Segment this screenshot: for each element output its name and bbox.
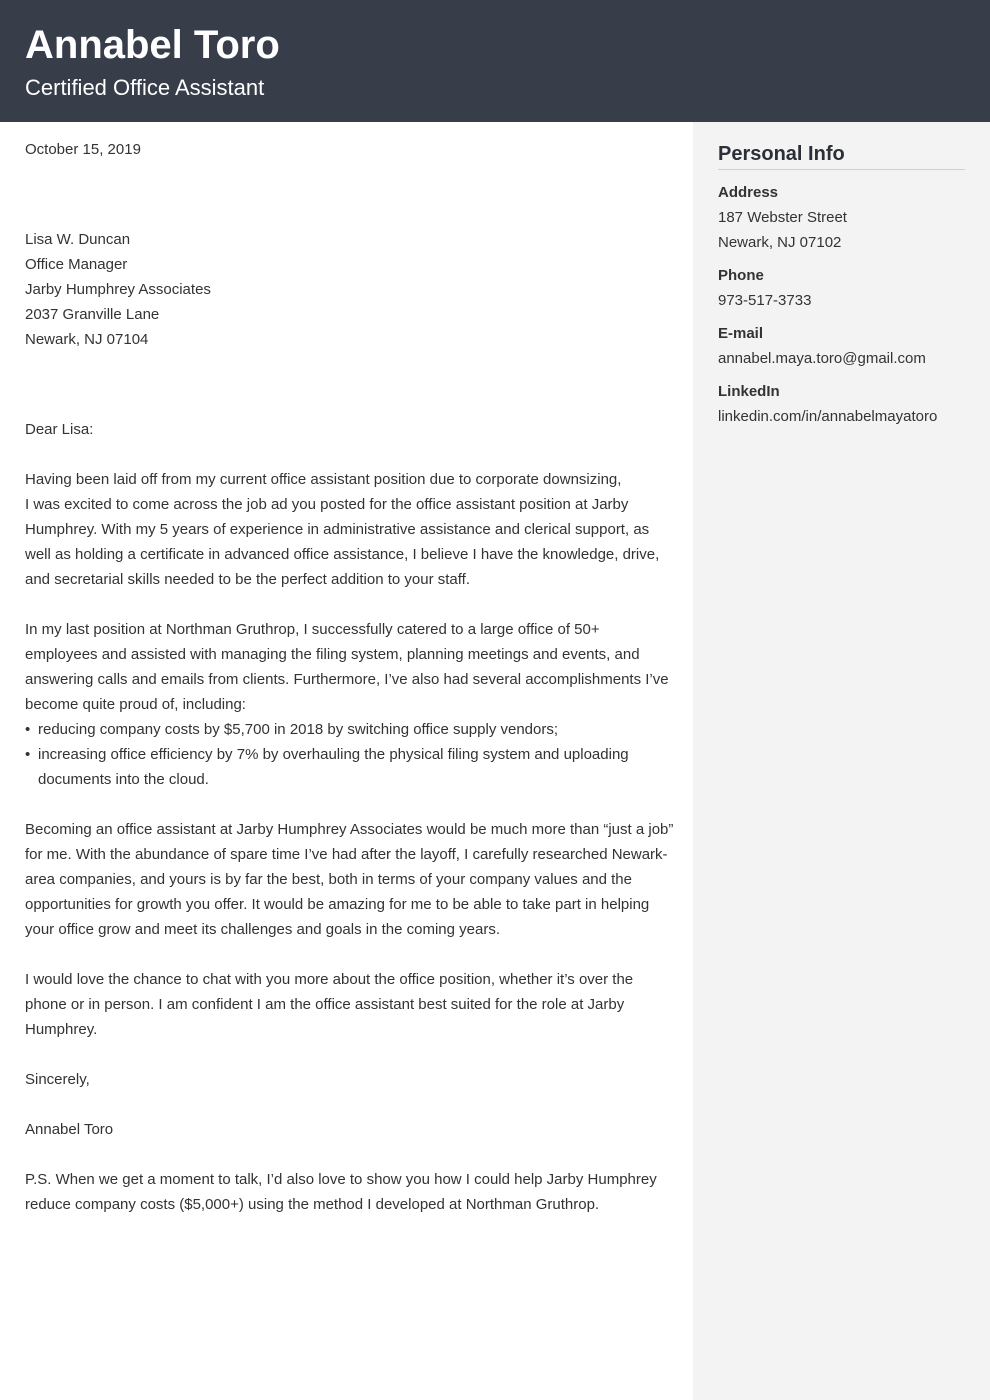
phone-label: Phone	[718, 267, 764, 284]
recipient-city: Newark, NJ 07104	[25, 331, 149, 348]
applicant-name: Annabel Toro	[25, 23, 280, 67]
personal-info-sidebar	[693, 122, 990, 1400]
recipient-block	[25, 227, 675, 352]
list-item-text: reducing company costs by $5,700 in 2018 by switching office supply vendors;	[38, 721, 559, 738]
paragraph-motivation: Becoming an office assistant at Jarby Humphrey Associates would be much more than “just a job” for me. With the abundance of spare time I’ve had after the layoff, I carefully researched Newark-area companies, and yours is by far the best, both in terms of your company values and the opportunities for growth you offer. It would be amazing for me to be able to take part in helping your office grow and meet its challenges and goals in the coming years.	[25, 821, 674, 938]
address-label: Address	[718, 184, 779, 201]
linkedin-value: linkedin.com/in/annabelmayatoro	[718, 408, 938, 425]
email-label: E-mail	[718, 325, 764, 342]
recipient-street: 2037 Granville Lane	[25, 306, 160, 323]
paragraph-intro-rest: I was excited to come across the job ad you posted for the office assistant position at Jarby Humphrey. With my 5 years of experience in administrative assistance and clerical support, as well as holding a certificate in advanced office assistance, I believe I have the knowledge, drive, and secretarial skills needed to be the perfect addition to your staff.	[25, 496, 660, 588]
letter-greeting: Dear Lisa:	[25, 421, 94, 438]
recipient-company: Jarby Humphrey Associates	[25, 281, 211, 298]
email-value: annabel.maya.toro@gmail.com	[718, 350, 926, 367]
phone-value: 973-517-3733	[718, 292, 812, 309]
address-line-1: 187 Webster Street	[718, 209, 847, 226]
linkedin-label: LinkedIn	[718, 383, 780, 400]
applicant-title: Certified Office Assistant	[25, 75, 265, 100]
paragraph-intro	[25, 467, 675, 592]
list-item-text: increasing office efficiency by 7% by overhauling the physical filing system and uploading documents into the cloud.	[38, 746, 629, 788]
page-header	[0, 0, 990, 122]
personal-info-heading: Personal Info	[718, 140, 965, 170]
letter-date: October 15, 2019	[25, 141, 141, 158]
letter-closing: Sincerely,	[25, 1071, 90, 1088]
recipient-role: Office Manager	[25, 256, 128, 273]
letter-postscript: P.S. When we get a moment to talk, I’d also love to show you how I could help Jarby Humphrey reduce company costs ($5,000+) using the method I developed at Northman Gruthrop.	[25, 1171, 657, 1213]
paragraph-intro-first-line: Having been laid off from my current office assistant position due to corporate downsizing,	[25, 471, 622, 488]
accomplishments-list	[25, 717, 675, 792]
list-item	[25, 742, 675, 792]
letter-body	[25, 137, 675, 1217]
letter-signature: Annabel Toro	[25, 1121, 114, 1138]
paragraph-closing: I would love the chance to chat with you more about the office position, whether it’s over the phone or in person. I am confident I am the office assistant best suited for the role at Jarby Humphrey.	[25, 971, 634, 1038]
recipient-name: Lisa W. Duncan	[25, 231, 131, 248]
address-line-2: Newark, NJ 07102	[718, 234, 842, 251]
list-item	[25, 717, 675, 742]
bullet-icon: •	[25, 721, 31, 738]
bullet-icon: •	[25, 746, 31, 763]
paragraph-experience: In my last position at Northman Gruthrop, I successfully catered to a large office of 50+ employees and assisted with managing the filing system, planning meetings and events, and answering calls and emails from clients. Furthermore, I’ve also had several accomplishments I’ve become quite proud of, including:	[25, 621, 669, 713]
